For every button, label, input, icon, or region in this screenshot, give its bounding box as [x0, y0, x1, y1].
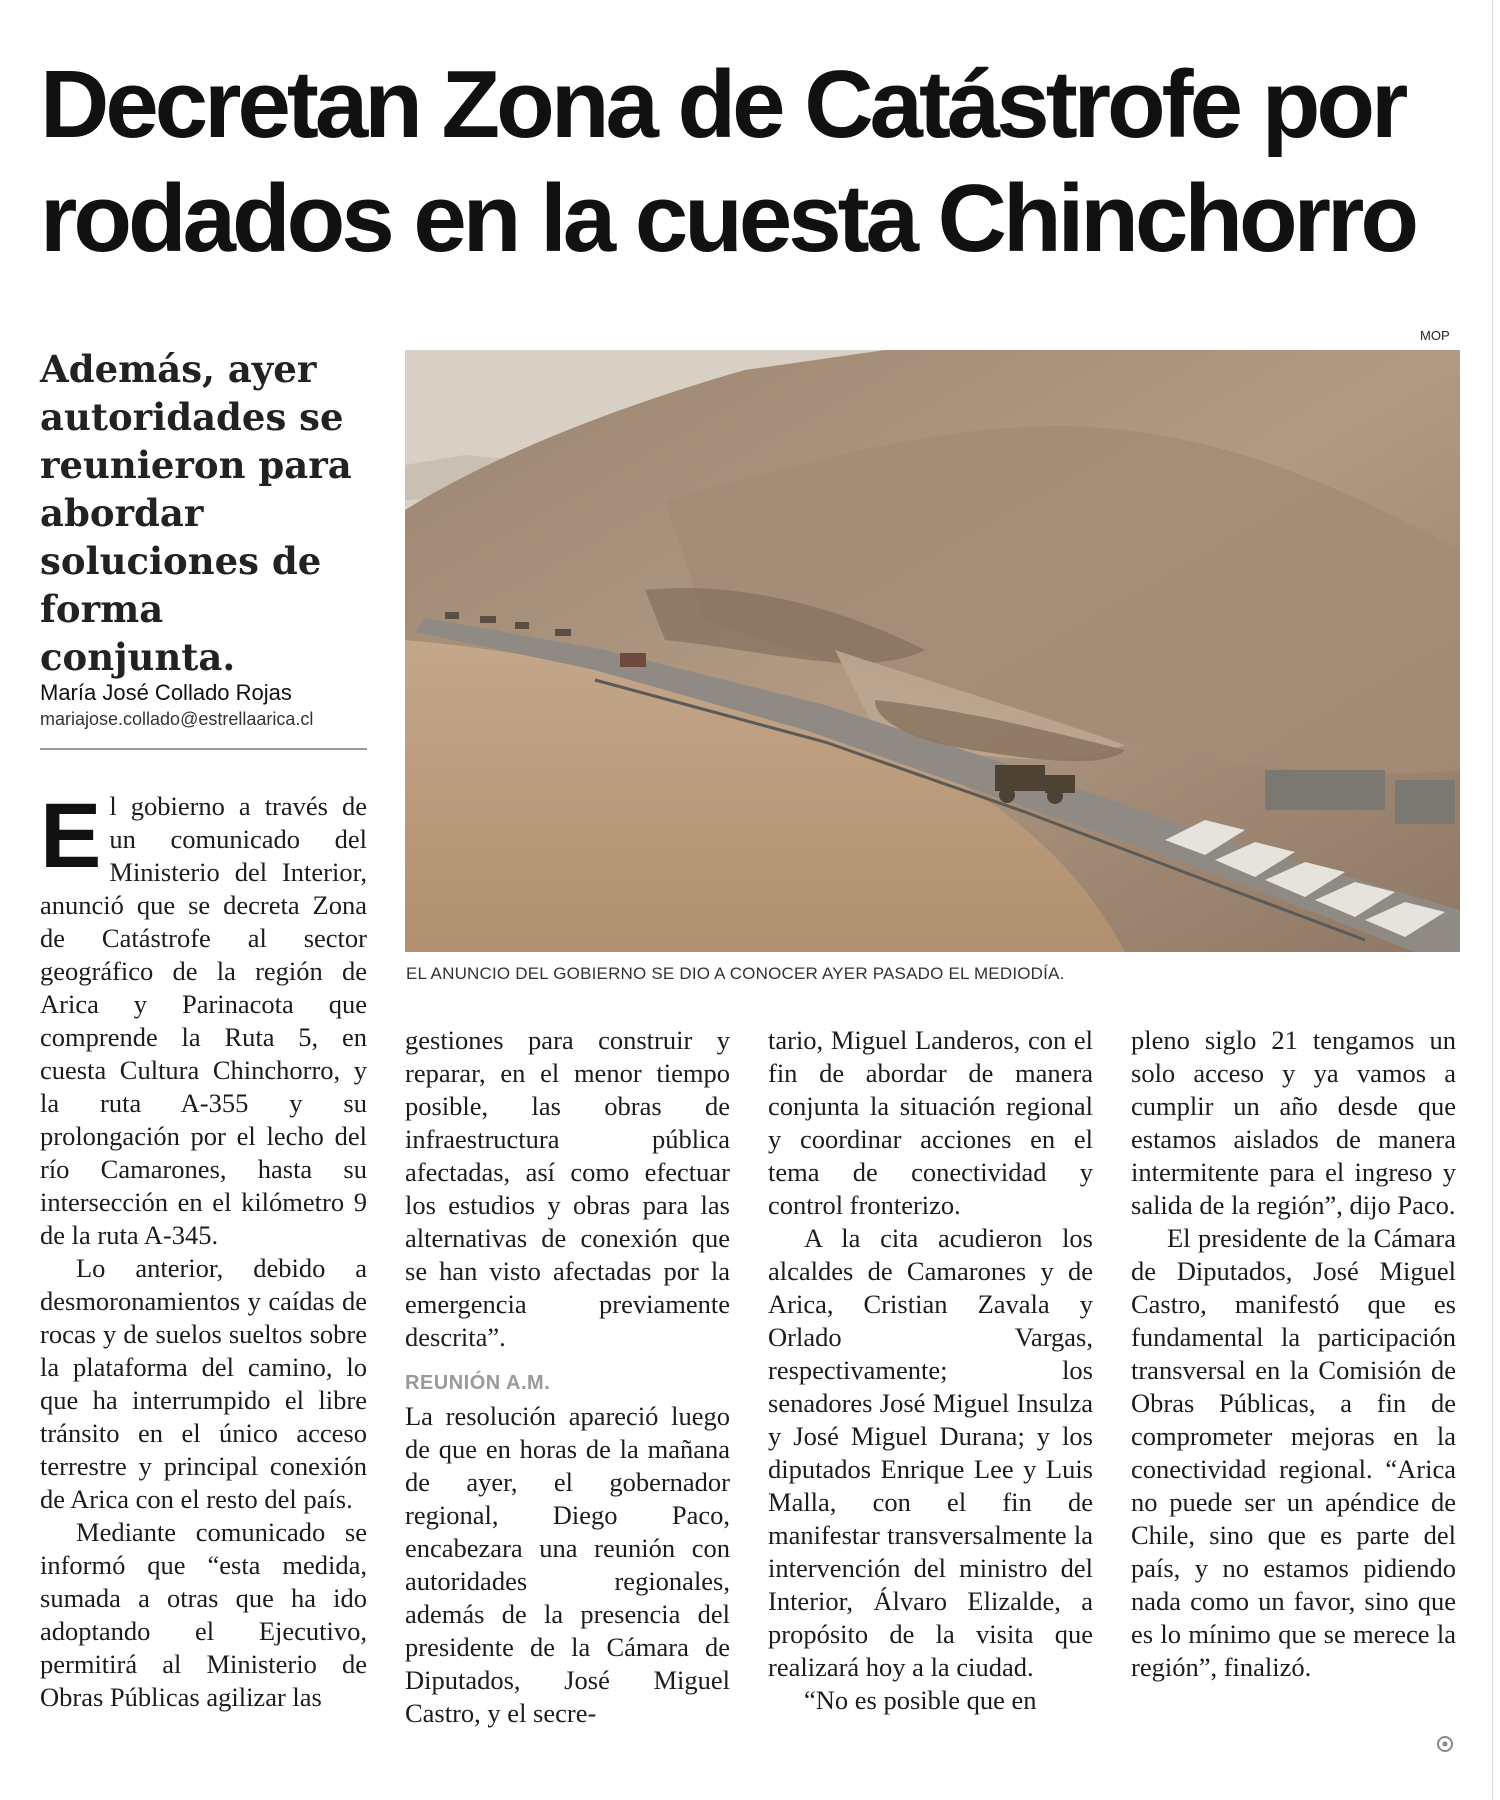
- section-subhead: REUNIÓN A.M.: [405, 1372, 551, 1394]
- author-email: mariajose.collado@estrellaarica.cl: [40, 709, 314, 729]
- article-photo: [405, 350, 1460, 952]
- paragraph-5: A la cita acudieron los alcaldes de Camarones y de Arica, Cristian Zavala y Orlado Vargas, respectivamente; los senadores José Miguel Insulza y José Miguel Durana; y los diputados Enrique Lee y Luis Malla, con el fin de manifestar transversalmente la intervención del ministro del Interior, Álvaro Elizalde, a propósito de la visita que realizará hoy a la ciudad.: [768, 1223, 1093, 1682]
- photo-caption: EL ANUNCIO DEL GOBIERNO SE DIO A CONOCER AYER PASADO EL MEDIODÍA.: [406, 964, 1065, 983]
- adjacent-page-edge: [1492, 0, 1500, 1800]
- paragraph-4-end: tario, Miguel Landeros, con el fin de abordar de manera conjunta la situación regional y coordinar acciones en el tema de conectividad y control fronterizo.: [768, 1025, 1093, 1220]
- paragraph-1-text: l gobierno a través de un comunicado del Ministerio del Interior, anunció que se decreta Zona de Catástrofe al sector geográfico de la región de Arica y Parinacota que comprende la Ruta 5, en cuesta Cultura Chinchorro, y la ruta A-355 y su prolongación por el lecho del río Camarones, hasta su intersección en el kilómetro 9 de la ruta A-345.: [40, 791, 367, 1250]
- headline-line-2: rodados en la cuesta Chinchorro: [40, 165, 1415, 272]
- paragraph-6-start: “No es posible que en: [804, 1685, 1037, 1715]
- photo-credit: MOP: [1420, 328, 1450, 343]
- paragraph-3-start: Mediante comunicado se informó que “esta medida, sumada a otras que ha ido adoptando el Ejecutivo, permitirá al Ministerio de Obras Públicas agilizar las: [40, 1517, 367, 1712]
- article-column-1: [40, 785, 367, 1714]
- article-column-2: [405, 1024, 730, 1730]
- deck-summary: Además, ayer autoridades se reunieron para abordar soluciones de forma conjunta.: [40, 347, 352, 679]
- drop-cap: E: [40, 785, 102, 887]
- paragraph-4-start: La resolución apareció luego de que en horas de la mañana de ayer, el gobernador regional, Diego Paco, encabezara una reunión con autoridades regionales, además de la presencia del presidente de la Cámara de Diputados, José Miguel Castro, y el secre-: [405, 1401, 730, 1728]
- headline-line-1: Decretan Zona de Catástrofe por: [40, 51, 1405, 158]
- paragraph-lead: [40, 785, 367, 1252]
- paragraph-6-end: pleno siglo 21 tengamos un solo acceso y ya vamos a cumplir un año desde que estamos aislados de manera intermitente para el ingreso y salida de la región”, dijo Paco.: [1131, 1025, 1456, 1220]
- end-mark-icon: [1436, 1735, 1454, 1753]
- article-column-3: [768, 1024, 1093, 1717]
- paragraph-7: El presidente de la Cámara de Diputados, José Miguel Castro, manifestó que es fundamental la participación transversal en la Comisión de Obras Públicas, a fin de comprometer mejoras en la conectividad regional. “Arica no puede ser un apéndice de Chile, sino que es parte del país, y no estamos pidiendo nada como un favor, sino que es lo mínimo que se merece la región”, finalizó.: [1131, 1223, 1456, 1682]
- byline-divider: [40, 748, 367, 750]
- paragraph-2: Lo anterior, debido a desmoronamientos y caídas de rocas y de suelos sueltos sobre la plataforma del camino, lo que ha interrumpido el libre tránsito en el único acceso terrestre y principal conexión de Arica con el resto del país.: [40, 1253, 367, 1514]
- paragraph-3-end: gestiones para construir y reparar, en el menor tiempo posible, las obras de infraestructura pública afectadas, así como efectuar los estudios y obras para las alternativas de conexión que se han visto afectadas por la emergencia previamente descrita”.: [405, 1025, 730, 1352]
- article-column-4: [1131, 1024, 1456, 1684]
- byline: [40, 680, 370, 730]
- author-name: María José Collado Rojas: [40, 680, 292, 705]
- headline: [40, 48, 1470, 276]
